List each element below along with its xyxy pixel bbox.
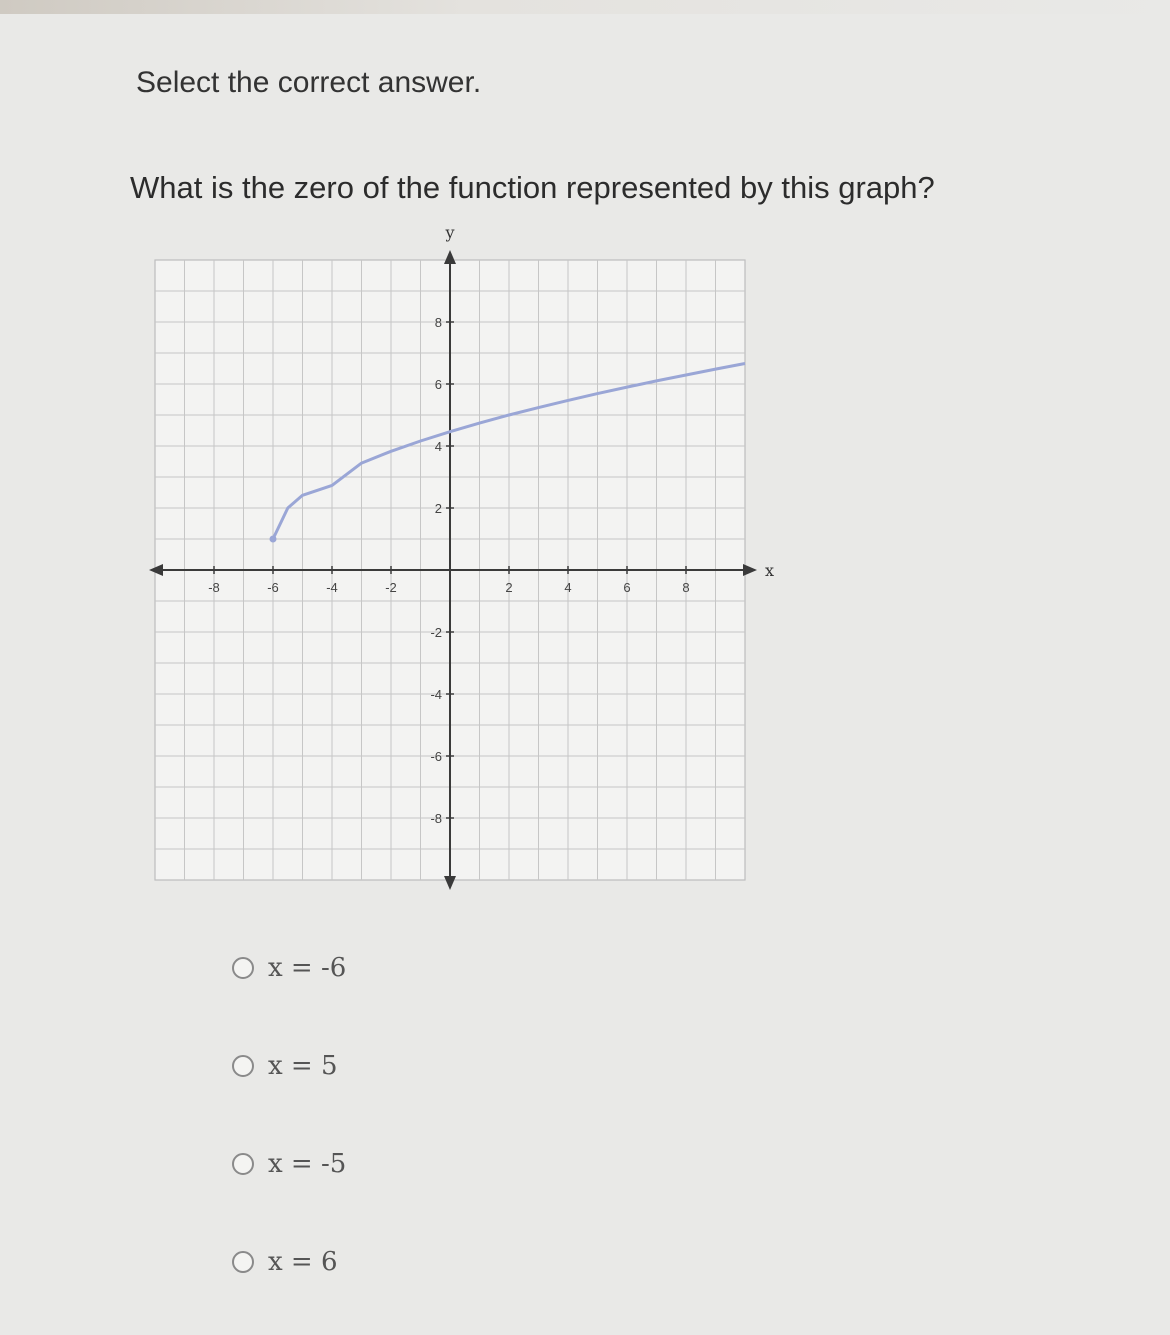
y-tick-label: 8: [434, 315, 442, 330]
choice-label: x = 6: [268, 1247, 338, 1277]
choice-d[interactable]: [232, 1232, 346, 1292]
x-tick-label: -4: [326, 580, 338, 595]
x-tick-label: -2: [385, 580, 397, 595]
choice-label: x = -6: [268, 953, 347, 983]
instruction-text: Select the correct answer.: [136, 66, 482, 99]
x-tick-label: 6: [623, 580, 631, 595]
y-tick-label: 4: [434, 439, 442, 454]
y-tick-label: -8: [430, 811, 442, 826]
function-graph: [140, 223, 775, 890]
choice-label: x = 5: [268, 1051, 338, 1081]
radio-button[interactable]: [232, 957, 254, 979]
y-tick-label: 6: [434, 377, 442, 392]
y-tick-label: -2: [430, 625, 442, 640]
x-tick-label: 8: [682, 580, 690, 595]
answer-choices: [232, 938, 346, 1330]
x-tick-label: 2: [505, 580, 513, 595]
x-tick-label: 4: [564, 580, 572, 595]
curve-start-point: [270, 536, 277, 543]
radio-button[interactable]: [232, 1055, 254, 1077]
y-axis-arrow-down: [444, 876, 456, 890]
choice-c[interactable]: [232, 1134, 346, 1194]
y-tick-label: -4: [430, 687, 442, 702]
y-tick-label: -6: [430, 749, 442, 764]
y-tick-label: 2: [434, 501, 442, 516]
y-axis-label: y: [445, 223, 455, 242]
choice-a[interactable]: [232, 938, 346, 998]
x-tick-label: -6: [267, 580, 279, 595]
question-text: What is the zero of the function represented by this graph?: [130, 170, 935, 205]
radio-button[interactable]: [232, 1153, 254, 1175]
x-axis-arrow-right: [743, 564, 757, 576]
x-tick-label: -8: [208, 580, 220, 595]
choice-b[interactable]: [232, 1036, 346, 1096]
radio-button[interactable]: [232, 1251, 254, 1273]
y-axis-arrow-up: [444, 250, 456, 264]
choice-label: x = -5: [268, 1149, 347, 1179]
x-axis-label: x: [765, 561, 775, 580]
top-strip: [0, 0, 1170, 14]
